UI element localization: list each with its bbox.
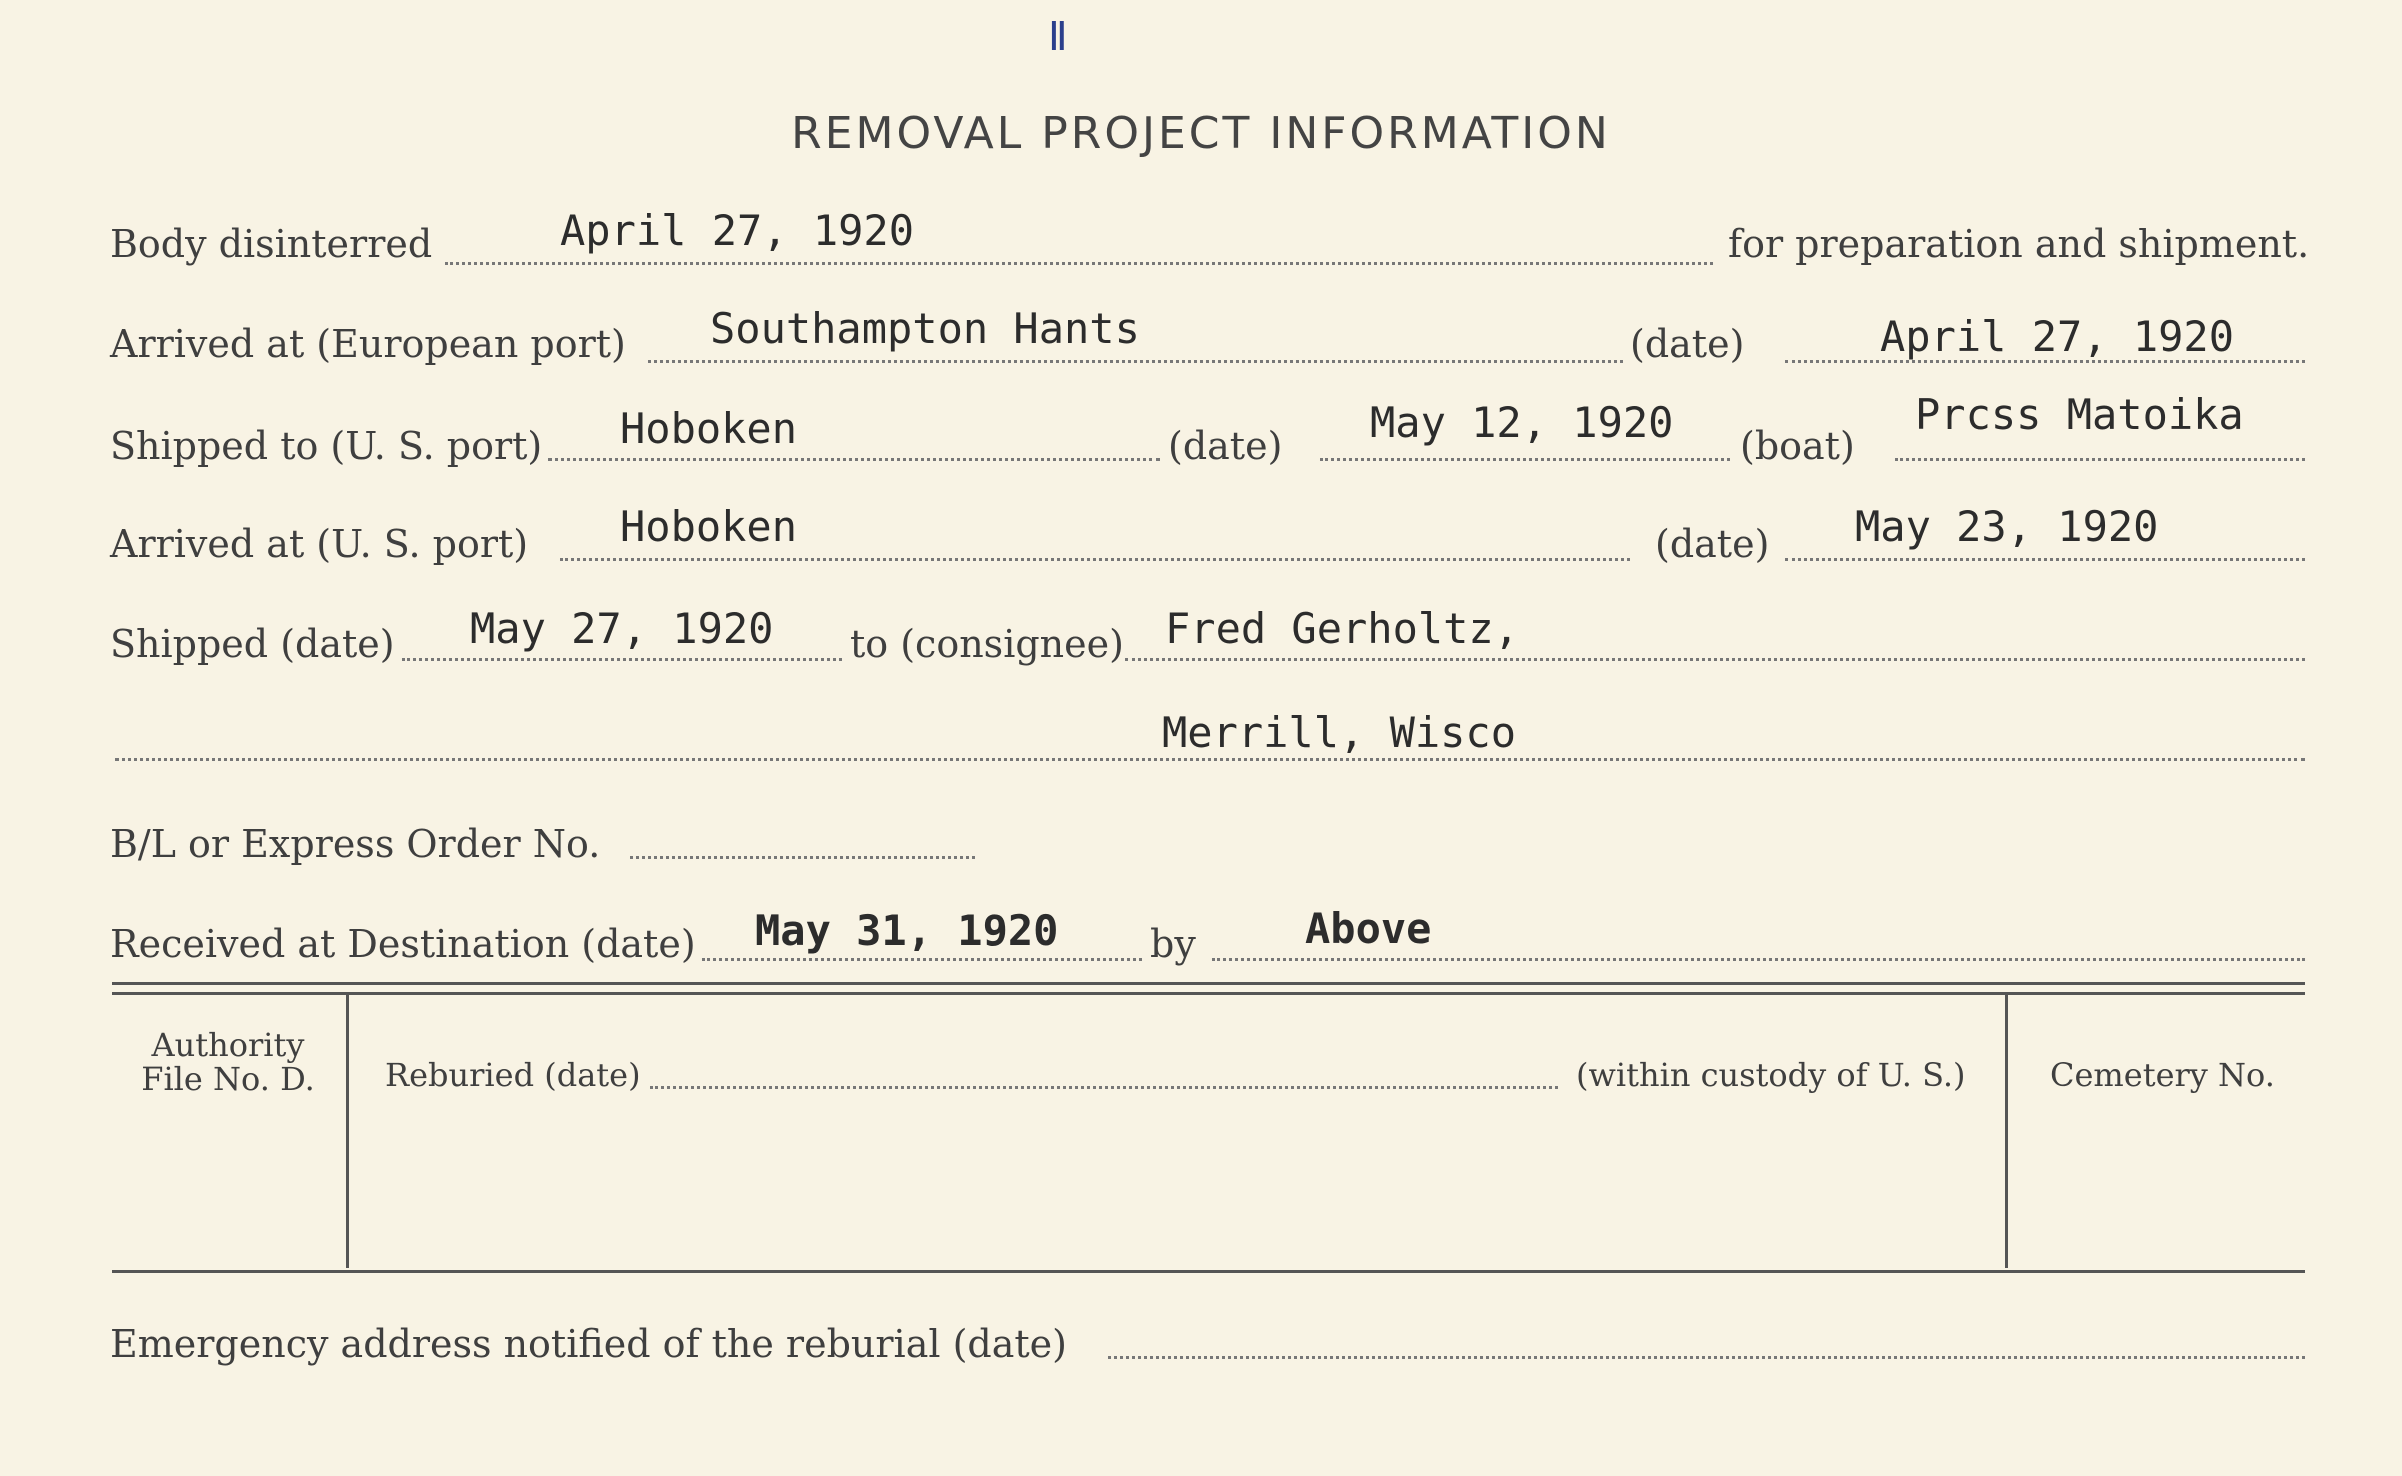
shipped-date-label: Shipped (date) xyxy=(110,622,395,666)
shipped-us-date-label: (date) xyxy=(1168,424,1283,468)
shipped-us-boat-line xyxy=(1895,458,2305,461)
table-top-border-inner xyxy=(112,992,2305,995)
received-label: Received at Destination (date) xyxy=(110,922,696,966)
shipped-us-date-line xyxy=(1320,458,1730,461)
arrived-us-date-label: (date) xyxy=(1655,522,1770,566)
shipped-us-boat-value: Prcss Matoika xyxy=(1915,390,2244,439)
cemetery-no-label: Cemetery No. xyxy=(2050,1056,2275,1094)
body-disinterred-label: Body disinterred xyxy=(110,222,433,266)
arrived-european-date-value: April 27, 1920 xyxy=(1880,312,2235,361)
bl-order-line xyxy=(630,856,975,859)
arrived-european-value: Southampton Hants xyxy=(710,304,1140,353)
custody-label: (within custody of U. S.) xyxy=(1576,1056,1966,1094)
consignee-address: Merrill, Wisco xyxy=(1162,708,1517,757)
arrived-us-date-line xyxy=(1785,558,2305,561)
arrived-us-label: Arrived at (U. S. port) xyxy=(110,522,529,566)
reburied-line xyxy=(650,1086,1558,1089)
arrived-european-label: Arrived at (European port) xyxy=(110,322,626,366)
consignee-line xyxy=(1125,658,2305,661)
bl-order-label: B/L or Express Order No. xyxy=(110,822,601,866)
arrived-us-value: Hoboken xyxy=(620,502,798,551)
table-divider-left xyxy=(346,995,349,1268)
consignee-value: Fred Gerholtz, xyxy=(1165,604,1520,653)
shipped-us-boat-label: (boat) xyxy=(1740,424,1855,468)
consignee-label: to (consignee) xyxy=(850,622,1124,666)
shipped-us-label: Shipped to (U. S. port) xyxy=(110,424,543,468)
preparation-shipment-label: for preparation and shipment. xyxy=(1728,222,2310,266)
consignee-continuation-line xyxy=(115,758,2305,761)
table-top-border xyxy=(112,982,2305,985)
reburied-label: Reburied (date) xyxy=(385,1056,641,1094)
received-line xyxy=(702,958,1142,961)
shipped-us-value: Hoboken xyxy=(620,404,798,453)
shipped-date-line xyxy=(402,658,842,661)
body-disinterred-value: April 27, 1920 xyxy=(560,206,915,255)
shipped-us-date-value: May 12, 1920 xyxy=(1370,398,1674,447)
authority-label-line2: File No. D. xyxy=(141,1060,315,1098)
top-ink-mark: Ⅱ xyxy=(1048,14,1062,60)
received-by-value: Above xyxy=(1305,904,1432,953)
emergency-label: Emergency address notified of the reburial (date) xyxy=(110,1322,1067,1366)
arrived-european-date-label: (date) xyxy=(1630,322,1745,366)
table-bottom-border xyxy=(112,1270,2305,1273)
table-divider-right xyxy=(2005,995,2008,1268)
card-title: REMOVAL PROJECT INFORMATION xyxy=(791,108,1611,159)
authority-label-line1: Authority xyxy=(151,1026,305,1064)
received-by-label: by xyxy=(1150,922,1196,966)
received-value: May 31, 1920 xyxy=(755,906,1059,955)
arrived-us-line xyxy=(560,558,1630,561)
arrived-us-date-value: May 23, 1920 xyxy=(1855,502,2159,551)
shipped-us-line xyxy=(548,458,1160,461)
body-disinterred-line xyxy=(445,262,1713,265)
emergency-line xyxy=(1108,1356,2305,1359)
shipped-date-value: May 27, 1920 xyxy=(470,604,774,653)
arrived-european-line xyxy=(648,360,1623,363)
received-by-line xyxy=(1212,958,2305,961)
